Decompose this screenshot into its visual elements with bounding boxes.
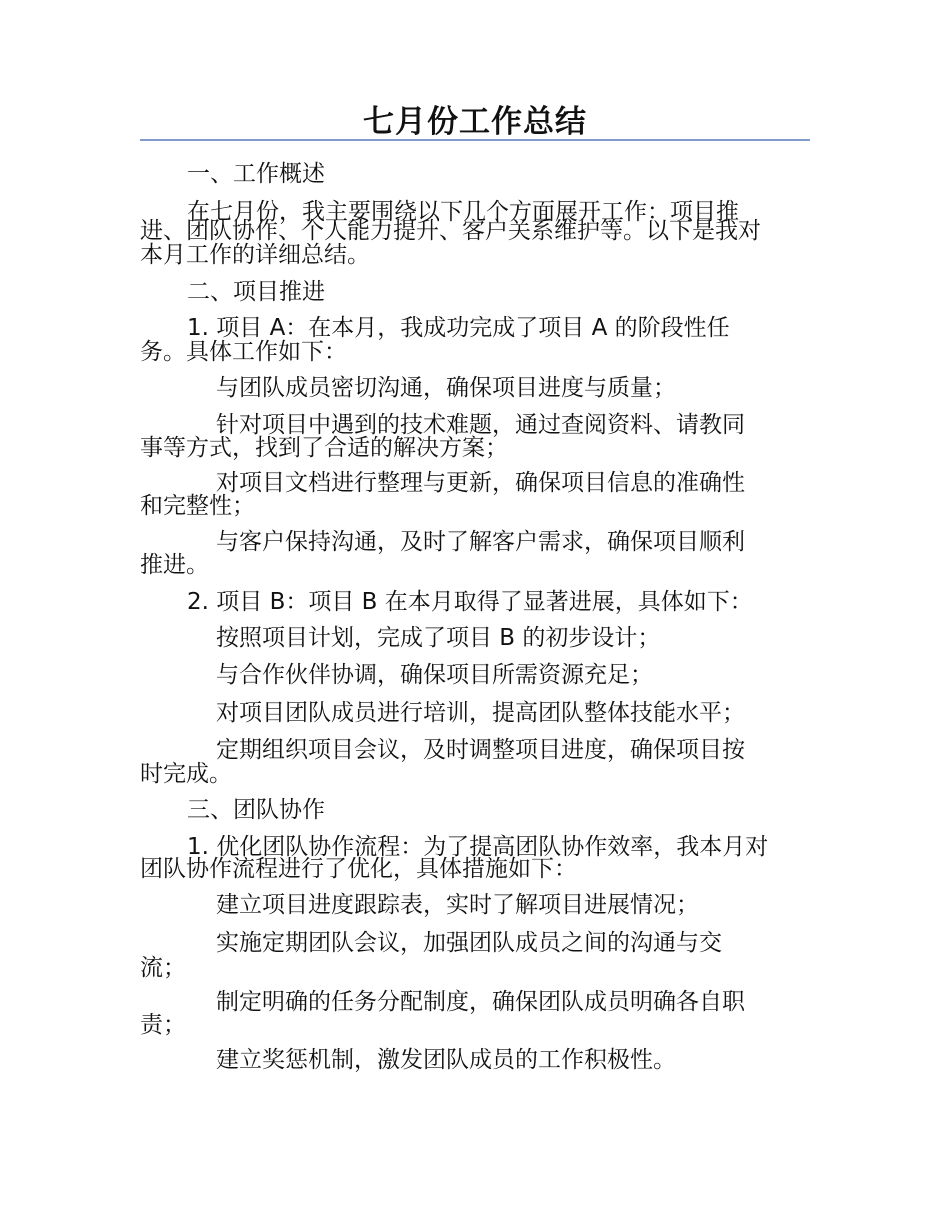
section-heading: 一、工作概述 — [187, 161, 325, 187]
bullet-line: 事等方式，找到了合适的解决方案； — [140, 435, 508, 461]
list-item-intro: 1. 项目 A：在本月，我成功完成了项目 A 的阶段性任 — [187, 315, 730, 341]
paragraph-line: 进、团队协作、个人能力提升、客户关系维护等。以下是我对 — [140, 218, 761, 244]
bullet-line: 与合作伙伴协调，确保项目所需资源充足； — [216, 662, 653, 688]
bullet-line: 时完成。 — [140, 761, 232, 787]
list-item-intro: 团队协作流程进行了优化，具体措施如下： — [140, 856, 577, 882]
bullet-line: 与团队成员密切沟通，确保项目进度与质量； — [216, 375, 676, 401]
paragraph-line: 本月工作的详细总结。 — [140, 242, 370, 268]
section-heading: 三、团队协作 — [187, 797, 325, 823]
bullet-line: 建立奖惩机制，激发团队成员的工作积极性。 — [216, 1047, 676, 1073]
bullet-line: 和完整性； — [140, 493, 255, 519]
section-heading: 二、项目推进 — [187, 279, 325, 305]
list-item-intro: 1. 优化团队协作流程：为了提高团队协作效率，我本月对 — [187, 834, 769, 860]
bullet-line: 实施定期团队会议，加强团队成员之间的沟通与交 — [216, 930, 722, 956]
paragraph-line: 在七月份，我主要围绕以下几个方面展开工作：项目推 — [187, 199, 739, 225]
bullet-line: 针对项目中遇到的技术难题，通过查阅资料、请教同 — [216, 412, 745, 438]
bullet-line: 定期组织项目会议，及时调整项目进度，确保项目按 — [216, 737, 745, 763]
bullet-line: 责； — [140, 1012, 186, 1038]
list-item-intro: 务。具体工作如下： — [140, 339, 347, 365]
title-underline — [140, 139, 810, 141]
bullet-line: 流； — [140, 955, 186, 981]
bullet-line: 按照项目计划，完成了项目 B 的初步设计； — [216, 625, 661, 651]
bullet-line: 推进。 — [140, 552, 209, 578]
bullet-line: 制定明确的任务分配制度，确保团队成员明确各自职 — [216, 989, 745, 1015]
bullet-line: 与客户保持沟通，及时了解客户需求，确保项目顺利 — [216, 529, 745, 555]
page-title: 七月份工作总结 — [363, 104, 587, 140]
list-item-intro: 2. 项目 B：项目 B 在本月取得了显著进展，具体如下： — [187, 589, 753, 615]
bullet-line: 对项目团队成员进行培训，提高团队整体技能水平； — [216, 700, 745, 726]
bullet-line: 对项目文档进行整理与更新，确保项目信息的准确性 — [216, 470, 745, 496]
bullet-line: 建立项目进度跟踪表，实时了解项目进展情况； — [216, 892, 699, 918]
